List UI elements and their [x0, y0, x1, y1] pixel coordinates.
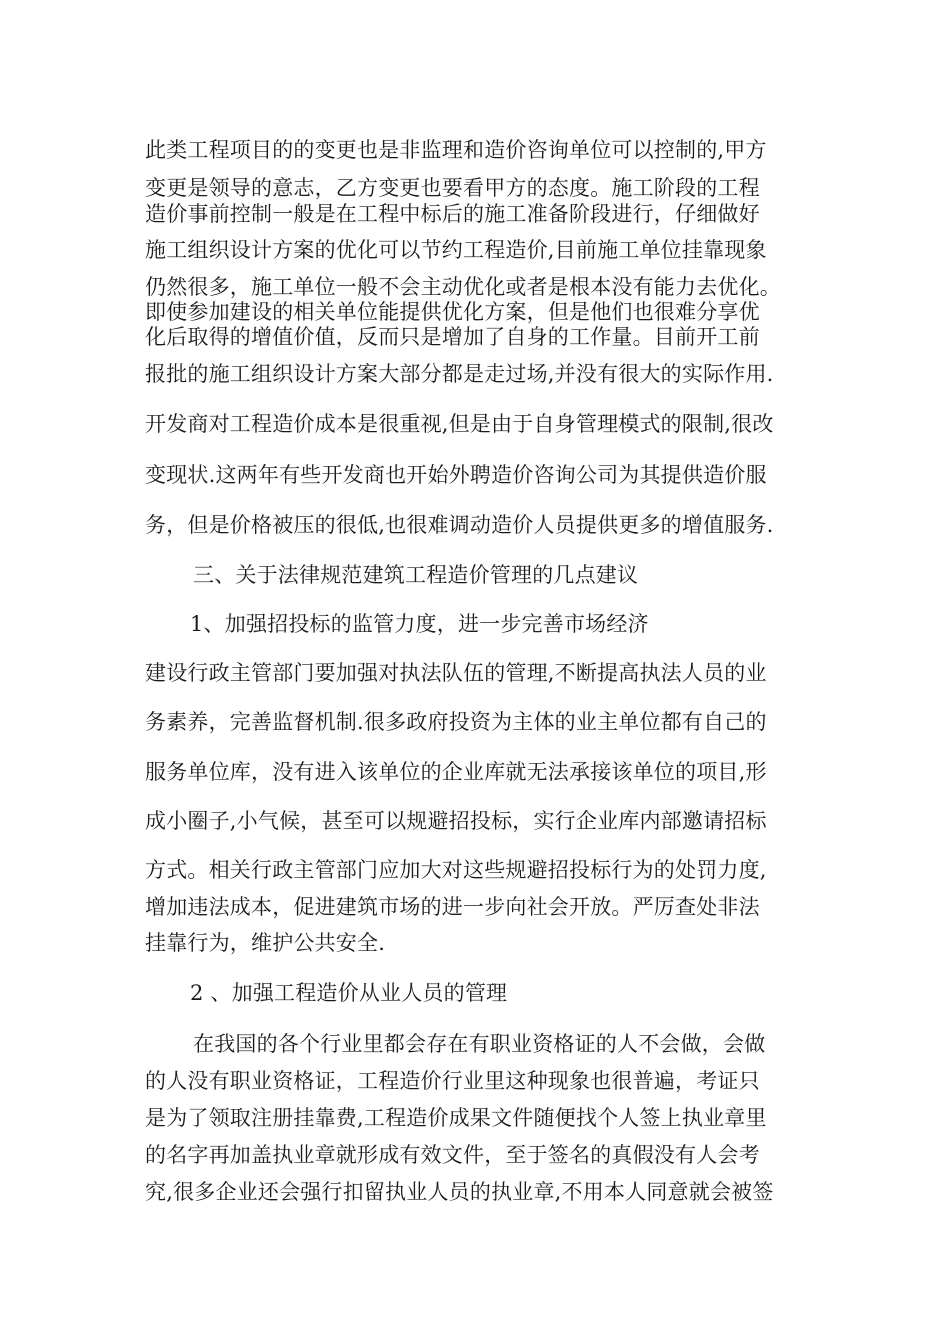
text-line: 此类工程项目的的变更也是非监理和造价咨询单位可以控制的,甲方 [145, 138, 767, 162]
text-line: 挂靠行为，维护公共安全. [145, 931, 386, 955]
text-line: 服务单位库，没有进入该单位的企业库就无法承接该单位的项目,形 [145, 760, 767, 784]
text-line: 务素养，完善监督机制.很多政府投资为主体的业主单位都有自己的 [145, 710, 767, 734]
text-line: 的名字再加盖执业章就形成有效文件，至于签名的真假没有人会考 [145, 1143, 760, 1167]
text-line: 究,很多企业还会强行扣留执业人员的执业章,不用本人同意就会被签 [145, 1180, 774, 1204]
text-line: 报批的施工组织设计方案大部分都是走过场,并没有很大的实际作用. [145, 362, 774, 386]
text-line: 仍然很多，施工单位一般不会主动优化或者是根本没有能力去优化。 [145, 275, 781, 299]
text-line: 化后取得的增值价值，反而只是增加了自身的工作量。目前开工前 [145, 325, 760, 349]
text-line: 建设行政主管部门要加强对执法队伍的管理,不断提高执法人员的业 [145, 661, 767, 685]
text-line: 即使参加建设的相关单位能提供优化方案，但是他们也很难分享优 [145, 300, 760, 324]
text-line: 施工组织设计方案的优化可以节约工程造价,目前施工单位挂靠现象 [145, 238, 767, 262]
text-line: 开发商对工程造价成本是很重视,但是由于自身管理模式的限制,很改 [145, 412, 774, 436]
text-line: 造价事前控制一般是在工程中标后的施工准备阶段进行，仔细做好 [145, 202, 760, 226]
text-line: 成小圈子,小气候，甚至可以规避招投标，实行企业库内部邀请招标 [145, 809, 767, 833]
section-heading: 三、关于法律规范建筑工程造价管理的几点建议 [193, 563, 639, 587]
text-line: 变更是领导的意志，乙方变更也要看甲方的态度。施工阶段的工程 [145, 176, 760, 200]
text-line: 的人没有职业资格证，工程造价行业里这种现象也很普遍，考证只 [145, 1069, 760, 1093]
text-line: 变现状.这两年有些开发商也开始外聘造价咨询公司为其提供造价服 [145, 463, 767, 487]
text-line: 是为了领取注册挂靠费,工程造价成果文件随便找个人签上执业章里 [145, 1106, 767, 1130]
text-line: 在我国的各个行业里都会存在有职业资格证的人不会做，会做 [193, 1032, 766, 1056]
text-line: 务，但是价格被压的很低,也很难调动造价人员提供更多的增值服务. [145, 513, 774, 537]
subsection-heading: 1、加强招投标的监管力度，进一步完善市场经济 [190, 612, 649, 636]
text-line: 增加违法成本，促进建筑市场的进一步向社会开放。严厉查处非法 [145, 895, 760, 919]
subsection-heading: 2 、加强工程造价从业人员的管理 [190, 981, 508, 1005]
text-line: 方式。相关行政主管部门应加大对这些规避招投标行为的处罚力度, [145, 858, 767, 882]
